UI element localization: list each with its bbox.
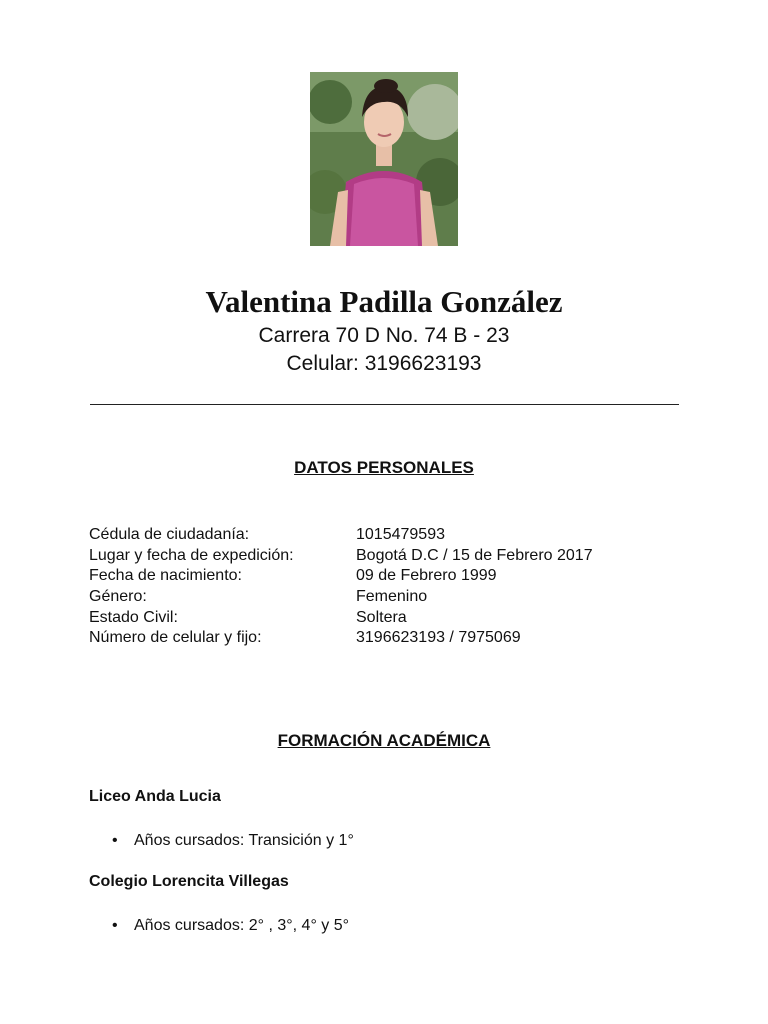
field-value: 1015479593 [356,526,445,543]
list-item [112,832,354,850]
list-item [112,917,349,935]
field-row [89,546,689,567]
field-row [89,587,689,608]
candidate-name: Valentina Padilla González [205,284,563,319]
school-detail: Años cursados: Transición y 1° [134,832,354,849]
field-label: Lugar y fecha de expedición: [89,546,294,564]
personal-data-fields [89,525,689,649]
header-divider [90,404,679,405]
bullet-icon: • [112,832,118,849]
school-name: Liceo Anda Lucia [89,788,221,805]
field-label: Estado Civil: [89,608,178,626]
field-row [89,608,689,629]
field-row [89,566,689,587]
field-label: Cédula de ciudadanía: [89,526,250,543]
address: Carrera 70 D No. 74 B - 23 [258,324,510,347]
cellphone: Celular: 3196623193 [286,352,482,375]
field-row [89,525,689,546]
field-label: Fecha de nacimiento: [89,567,242,585]
field-value: 09 de Febrero 1999 [356,567,497,585]
field-row [89,628,689,649]
school-name: Colegio Lorencita Villegas [89,873,289,890]
field-value: Femenino [356,588,428,606]
school-detail: Años cursados: 2° , 3°, 4° y 5° [134,917,350,934]
education-heading: FORMACIÓN ACADÉMICA [277,731,491,750]
field-label: Número de celular y fijo: [89,629,262,647]
field-label: Género: [89,588,147,606]
bullet-icon: • [112,917,118,934]
field-value: Bogotá D.C / 15 de Febrero 2017 [356,546,593,564]
field-value: 3196623193 / 7975069 [356,629,521,647]
field-value: Soltera [356,608,407,626]
profile-photo [310,72,458,246]
personal-data-heading: DATOS PERSONALES [294,458,474,477]
